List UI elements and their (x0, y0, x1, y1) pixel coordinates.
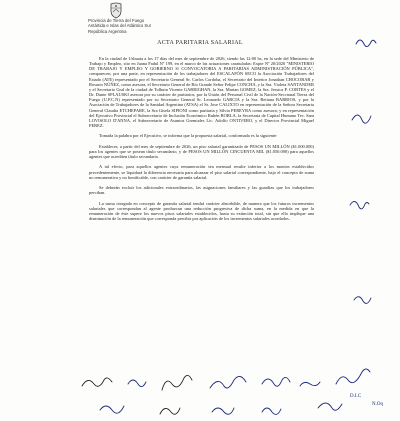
paragraph: A tal efecto, para aquellos agentes cuya remuneración sea mensual resulte inferior a los montos establecidos precedentemente, se liquidará la diferencia necesaria para alcanzar el piso salarial correspondiente, bajo el concepto de suma no remunerativa y no bonificable, con carácter de garantía salarial. (89, 164, 314, 180)
signature (350, 201, 369, 208)
paragraph: Tomada la palabra por el Ejecutivo, se informa que la propuesta salarial, conformada es la siguiente: (99, 133, 278, 139)
signature (128, 380, 146, 387)
letterhead-country: República Argentina (88, 28, 127, 34)
provincial-crest-icon (108, 2, 124, 19)
letterhead-region: Antártida e Islas del Atlántico Sur (88, 23, 152, 29)
document-body (89, 56, 314, 226)
paragraph: La suma otorgada en concepto de garantía salarial tendrá carácter absorbible, de manera que los futuros incrementos salariales que correspondan al agente produzcan una reducción progresiva de dicha suma, en la medida en que la remuneración de éste supere los nuevos pisos salariales establecidos, hasta su extinción total, sin que ello implique una disminución de la remuneración que corresponda percibir por aplicación de los incrementos salariales acordados. (89, 200, 314, 221)
signature-annotation: N.Oq (372, 402, 383, 407)
signature (262, 408, 281, 414)
signature (162, 375, 192, 390)
signature (354, 297, 371, 304)
paragraph: Se deberán excluir los adicionales extraordinarios, las asignaciones familiares y las guardias que los trabajadores perciban. (89, 185, 314, 196)
letterhead (88, 18, 208, 34)
signature (100, 406, 124, 413)
signature (212, 408, 234, 414)
signature-annotation: D.I.C (350, 394, 362, 399)
paragraph: Establecer, a partir del mes de septiembre de 2026, un piso salarial garantizado de PESOS UN MILLÓN ($1.000.000) para los agentes que se posean título secundario, y de PESOS UN MILLÓN CINCUENTA MIL ($1.050.000) para aquellos agentes que acrediten título secundario. (89, 143, 314, 160)
signature (262, 377, 290, 386)
signature (300, 382, 320, 386)
signature (318, 403, 342, 410)
signature (82, 378, 112, 386)
paragraph: En la ciudad de Ushuaia a los 17 días del mes de septiembre de 2026, siendo las 12:00 hs, en la sede del Ministerio de Trabajo y Empleo, sito en Juana Fadul Nº 199, en el marco de las actuaciones caratuladas: Expte Nº 20/2020 "MINISTERIO DE TRABAJO Y EMPLEO Y GOBIERNO S/ CONVOCATORIA A PARITARIAS ADMINISTRACIÓN PÚBLICA", comparecen, por una parte, en representación de los trabajadores del ESCALAFÓN SECO la Asociación Trabajadores del Estado (ATE) representado por el Secretario General Sr. Carlos Cordoba, el Secretario del Interior Jonathan CHOCOBAR y Rosario NÚÑEZ, como asesora, el Secretario General de Río Grande Señor Felipe CONCHA, y la Sra. Violeta SANTANDER y el Secretario Gral de la ciudad de Tolhuin Vicente GARRIGHAN, la Sra. Marian GOMEZ, la Sra. Jessica P. COBTES y el Dr. Dante SPLAUSKI asesora por su carácter de paritarios, por la Unión del Personal Civil de la Nación-Seccional Tierra del Fuego (U.P.C.N) representado por su Secretario General Sr. Leonardo GARCIA y la Sra. Betiana BARRIOS, y por la Asociación de Trabajadores de la Sanidad Argentina (ATSA) el Sr. Jose CALIXTO en representación de la Señora Secretaria General Claudia ETCHEPARE, la Sra Gisela SIPIONI como paritaria y Silvia PEREYRA como asesora; y en representación del Ejecutivo Provincial el Subsecretario de Inclusión Económico Rubén BORLA, la Secretaria de Capital Humano Tec. Sara LOVISOLO D'ANNA, el Subsecretario de Asuntos Gremiales Lic. Adolfo ONTIVERO, y el Director Provincial Miguel PEREZ. (89, 56, 314, 129)
document-title: ACTA PARITARIA SALARIAL (157, 40, 243, 46)
signature (160, 408, 180, 414)
signature (336, 369, 370, 384)
letterhead-province: Provincia de Tierra del Fuego (88, 18, 145, 23)
signature (352, 115, 371, 123)
signature (210, 376, 246, 388)
